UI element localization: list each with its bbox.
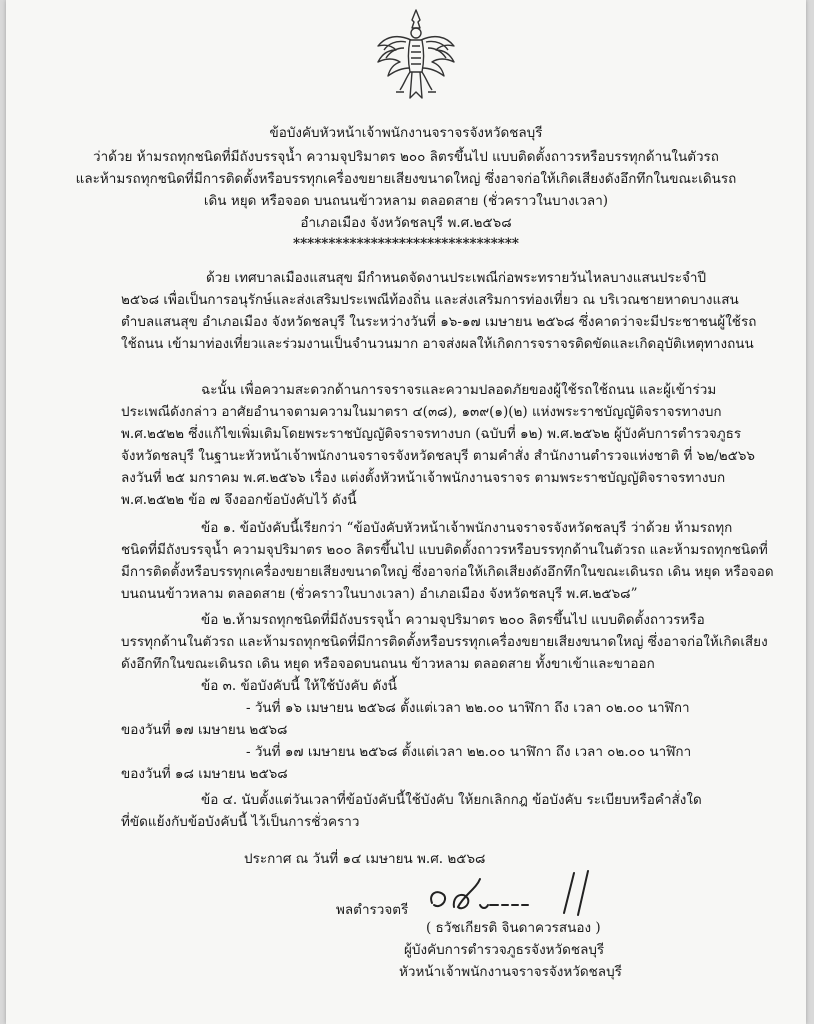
clause2-line-2: บรรทุกด้านในตัวรถ และห้ามรถทุกชนิดที่มีการติดตั้งหรือบรรทุกเครื่องขยายเสียงขนาดใหญ่ ซึ่งอาจก่อให้เกิดเสียง [121, 634, 768, 650]
subject-line-3: เดิน หยุด หรือจอด บนถนนข้าวหลาม ตลอดสาย (ชั่วคราวในบางเวลา) [203, 193, 609, 209]
subject-line-4: อำเภอเมือง จังหวัดชลบุรี พ.ศ.๒๕๖๘ [300, 215, 512, 231]
garuda-emblem-icon [366, 6, 466, 106]
clause4-line-1: ข้อ ๔. นับตั้งแต่วันเวลาที่ข้อบังคับนี้ใช้บังคับ ให้ยกเลิกกฎ ข้อบังคับ ระเบียบหรือคำสั่งใด [201, 792, 702, 808]
clause2-line-1: ข้อ ๒.ห้ามรถทุกชนิดที่มีถังบรรจุน้ำ ความจุปริมาตร ๒๐๐ ลิตรขึ้นไป แบบติดตั้งถาวรหรือ [201, 612, 705, 628]
para2-line-3: พ.ศ.๒๕๒๒ ซึ่งแก้ไขเพิ่มเติมโดยพระราชบัญญัติจราจรทางบก (ฉบับที่ ๑๒) พ.ศ.๒๕๖๒ ผู้บังคับการตำรวจภูธร [121, 426, 742, 442]
para1-line-4: ใช้ถนน เข้ามาท่องเที่ยวและร่วมงานเป็นจำนวนมาก อาจส่งผลให้เกิดการจราจรติดขัดและเกิดอุบัติเหตุทางถนน [121, 336, 754, 352]
document-title: ข้อบังคับหัวหน้าเจ้าพนักงานจราจรจังหวัดชลบุรี [269, 125, 543, 141]
handwritten-signature [424, 865, 614, 925]
clause1-line-3: มีการติดตั้งหรือบรรทุกเครื่องขยายเสียงขนาดใหญ่ ซึ่งอาจก่อให้เกิดเสียงดังอึกทึกในขณะเดินรถ เดิน หยุด หรือจอด [121, 564, 774, 580]
subject-line-1: ว่าด้วย ห้ามรถทุกชนิดที่มีถังบรรจุน้ำ ความจุปริมาตร ๒๐๐ ลิตรขึ้นไป แบบติดตั้งถาวรหรือบรรทุกด้านในตัวรถ [93, 149, 719, 165]
rank-label: พลตำรวจตรี [336, 902, 409, 918]
para1-line-2: ๒๕๖๘ เพื่อเป็นการอนุรักษ์และส่งเสริมประเพณีท้องถิ่น และส่งเสริมการท่องเที่ยว ณ บริเวณชายหาดบางแสน [121, 292, 739, 308]
signer-name: ( ธวัชเกียรติ จินดาควรสนอง ) [426, 920, 601, 936]
para1-line-1: ด้วย เทศบาลเมืองแสนสุข มีกำหนดจัดงานประเพณีก่อพระทรายวันไหลบางแสนประจำปี [206, 270, 707, 286]
clause3-item-1-cont: ของวันที่ ๑๗ เมษายน ๒๕๖๘ [121, 722, 288, 738]
para2-line-2: ประเพณีดังกล่าว อาศัยอำนาจตามความในมาตรา ๔(๓๘), ๑๓๙(๑)(๒) แห่งพระราชบัญญัติจราจรทางบก [121, 404, 722, 420]
subject-line-2: และห้ามรถทุกชนิดที่มีการติดตั้งหรือบรรทุกเครื่องขยายเสียงขนาดใหญ่ ซึ่งอาจก่อให้เกิดเสียงดังอึกทึกในขณะเดินรถ [75, 171, 737, 187]
para1-line-3: ตำบลแสนสุข อำเภอเมือง จังหวัดชลบุรี ในระหว่างวันที่ ๑๖-๑๗ เมษายน ๒๕๖๘ ซึ่งคาดว่าจะมีประชาชนผู้ใช้รถ [121, 314, 757, 330]
clause2-line-3: ดังอึกทึกในขณะเดินรถ เดิน หยุด หรือจอดบนถนน ข้าวหลาม ตลอดสาย ทั้งขาเข้าและขาออก [121, 656, 655, 672]
signer-position-1: ผู้บังคับการตำรวจภูธรจังหวัดชลบุรี [404, 942, 605, 958]
para2-line-6: พ.ศ.๒๕๒๒ ข้อ ๗ จึงออกข้อบังคับไว้ ดังนี้ [121, 492, 357, 508]
clause3-heading: ข้อ ๓. ข้อบังคับนี้ ให้ใช้บังคับ ดังนี้ [201, 678, 397, 694]
clause3-item-2: - วันที่ ๑๗ เมษายน ๒๕๖๘ ตั้งแต่เวลา ๒๒.๐๐ นาฬิกา ถึง เวลา ๐๒.๐๐ นาฬิกา [246, 744, 692, 760]
clause4-line-2: ที่ขัดแย้งกับข้อบังคับนี้ ไว้เป็นการชั่วคราว [121, 814, 360, 830]
clause1-line-2: ชนิดที่มีถังบรรจุน้ำ ความจุปริมาตร ๒๐๐ ลิตรขึ้นไป แบบติดตั้งถาวรหรือบรรทุกด้านในตัวรถ และห้ามรถทุกชนิดที่ [121, 542, 768, 558]
clause3-item-2-cont: ของวันที่ ๑๘ เมษายน ๒๕๖๘ [121, 766, 288, 782]
para2-line-1: ฉะนั้น เพื่อความสะดวกด้านการจราจรและความปลอดภัยของผู้ใช้รถใช้ถนน และผู้เข้าร่วม [201, 382, 717, 398]
separator-stars: ******************************** [293, 236, 519, 252]
para2-line-5: ลงวันที่ ๒๕ มกราคม พ.ศ.๒๕๖๖ เรื่อง แต่งตั้งหัวหน้าเจ้าพนักงานจราจร ตามพระราชบัญญัติจราจรทางบก [121, 470, 726, 486]
clause1-line-1: ข้อ ๑. ข้อบังคับนี้เรียกว่า “ข้อบังคับหัวหน้าเจ้าพนักงานจราจรจังหวัดชลบุรี ว่าด้วย ห้ามรถทุก [201, 520, 733, 536]
clause1-line-4: บนถนนข้าวหลาม ตลอดสาย (ชั่วคราวในบางเวลา) อำเภอเมือง จังหวัดชลบุรี พ.ศ.๒๕๖๘” [121, 586, 638, 602]
document-page [6, 0, 806, 1024]
signer-position-2: หัวหน้าเจ้าพนักงานจราจรจังหวัดชลบุรี [399, 964, 622, 980]
announce-date: ประกาศ ณ วันที่ ๑๔ เมษายน พ.ศ. ๒๕๖๘ [244, 851, 486, 867]
para2-line-4: จังหวัดชลบุรี ในฐานะหัวหน้าเจ้าพนักงานจราจรจังหวัดชลบุรี ตามคำสั่ง สำนักงานตำรวจแห่งชาติ ที่ ๖๒/๒๕๖๖ [121, 448, 755, 464]
clause3-item-1: - วันที่ ๑๖ เมษายน ๒๕๖๘ ตั้งแต่เวลา ๒๒.๐๐ นาฬิกา ถึง เวลา ๐๒.๐๐ นาฬิกา [246, 700, 690, 716]
